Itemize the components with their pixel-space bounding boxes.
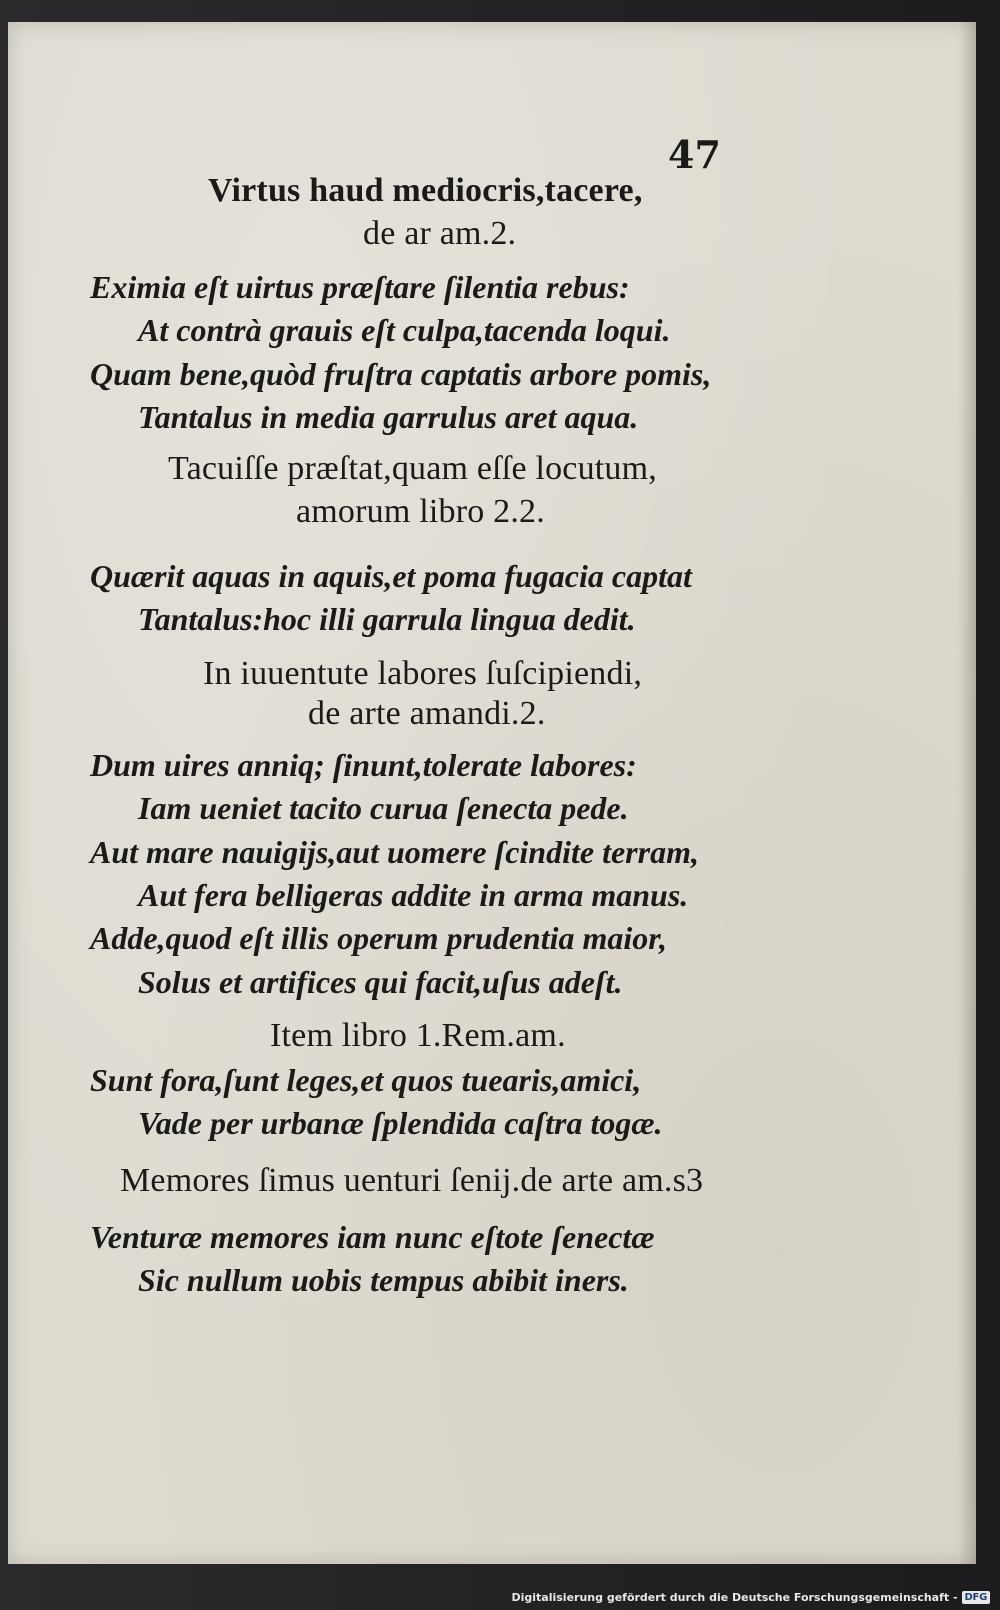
verse-line: Quam bene,quòd fruſtra captatis arbore pomis, [90, 356, 712, 392]
dfg-logo-icon: DFG [962, 1591, 990, 1604]
verse-line: Venturæ memores iam nunc eſtote ſenectæ [90, 1219, 655, 1255]
verse-line: Tantalus:hoc illi garrula lingua dedit. [138, 601, 636, 637]
page-edge-shadow [958, 22, 976, 1564]
digitization-credit [511, 1586, 990, 1608]
heading-virtus: Virtus haud mediocris,tacere, [208, 172, 643, 209]
verse-line: Vade per urbanæ ſplendida caſtra togæ. [138, 1105, 663, 1141]
heading-tacuisse-source: amorum libro 2.2. [296, 493, 545, 530]
heading-iuuentute: In iuuentute labores ſuſcipiendi, [203, 655, 643, 692]
credit-text: Digitalisierung gefördert durch die Deutsche Forschungsgemeinschaft - [511, 1590, 958, 1604]
page-number: 47 [668, 132, 721, 177]
heading-item-libro: Item libro 1.Rem.am. [270, 1017, 566, 1054]
verse-line: Solus et artifices qui facit,uſus adeſt. [138, 964, 623, 1000]
heading-tacuisse: Tacuiſſe præſtat,quam eſſe locutum, [168, 450, 657, 487]
verse-line: Tantalus in media garrulus aret aqua. [138, 399, 639, 435]
verse-line: Dum uires anniq; ſinunt,tolerate labores: [90, 747, 637, 783]
heading-memores: Memores ſimus uenturi ſenij.de arte am.s3 [120, 1162, 704, 1199]
verse-line: Sunt fora,ſunt leges,et quos tuearis,amici, [90, 1062, 642, 1098]
heading-iuuentute-source: de arte amandi.2. [308, 695, 546, 732]
verse-line: Aut fera belligeras addite in arma manus. [138, 877, 689, 913]
verse-line: Quærit aquas in aquis,et poma fugacia captat [90, 558, 692, 594]
book-page [8, 22, 976, 1564]
verse-line: Sic nullum uobis tempus abibit iners. [138, 1262, 629, 1298]
verse-line: At contrà grauis eſt culpa,tacenda loqui. [138, 312, 671, 348]
heading-virtus-source: de ar am.2. [363, 215, 517, 252]
verse-line: Iam ueniet tacito curua ſenecta pede. [138, 790, 629, 826]
verse-line: Aut mare nauigijs,aut uomere ſcindite terram, [90, 834, 699, 870]
verse-line: Eximia eſt uirtus præſtare ſilentia rebus: [90, 269, 630, 305]
verse-line: Adde,quod eſt illis operum prudentia maior, [90, 920, 667, 956]
